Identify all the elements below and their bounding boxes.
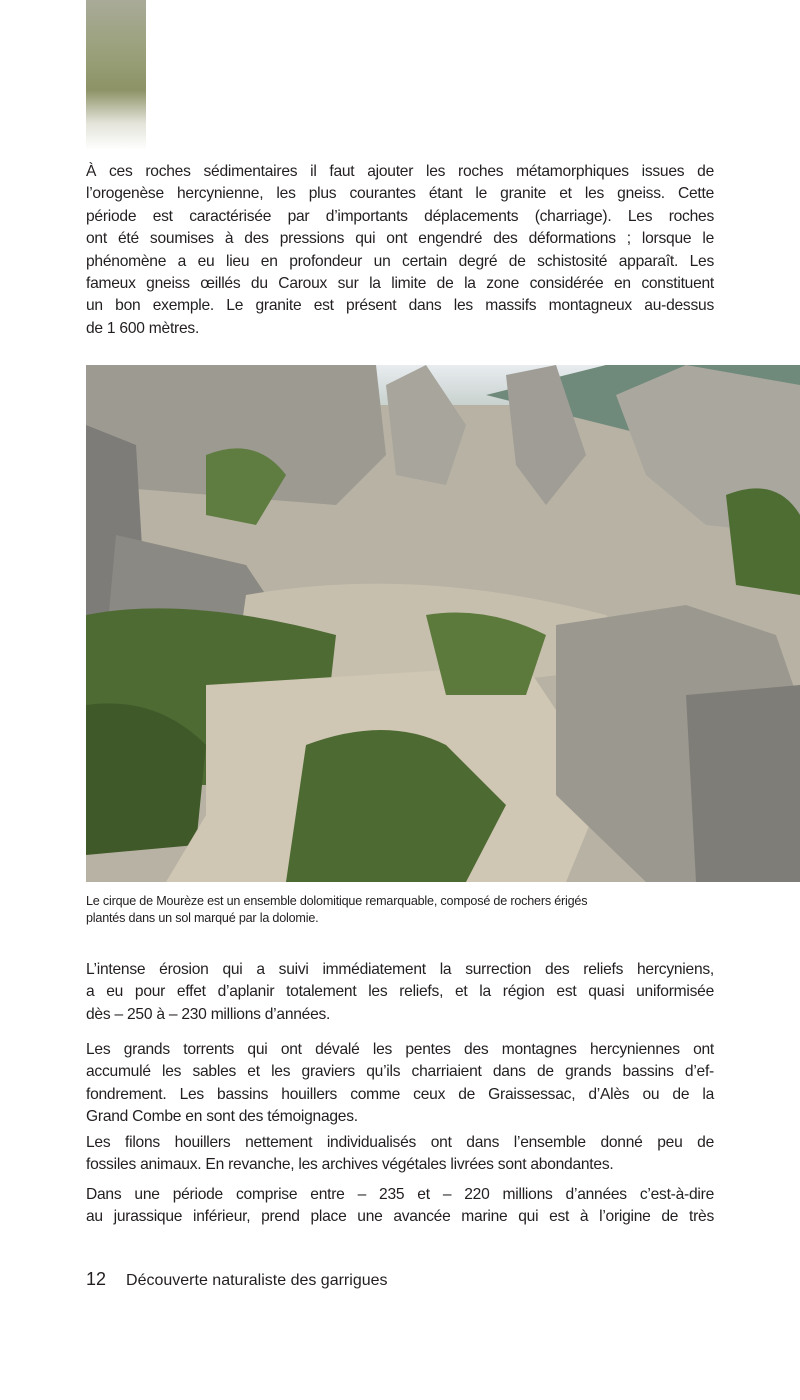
text-line: fameux gneiss œillés du Caroux sur la limite de la zone considérée en constituent [86,274,714,292]
text-line: accumulé les sables et les graviers qu’ils charriaient dans de grands bassins d’ef- [86,1063,714,1081]
text-line: Les grands torrents qui ont dévalé les pentes des montagnes hercyniennes ont [86,1041,714,1058]
paragraph-marine-advance [86,1184,714,1229]
text-line: À ces roches sédimentaires il faut ajouter les roches métamorphiques issues de [86,163,714,180]
page-number: 12 [86,1269,107,1289]
caption-line: Le cirque de Mourèze est un ensemble dolomitique remarquable, composé de rochers érigés [86,894,588,908]
text-line: ont été soumises à des pressions qui ont engendré des déformations ; lorsque le [86,230,714,248]
top-photo-strip [86,0,146,150]
text-line: Dans une période comprise entre – 235 et – 220 millions d’années c’est-à-dire [86,1186,714,1203]
text-line: fondrement. Les bassins houillers comme ceux de Graissessac, d’Alès ou de la [86,1085,714,1103]
book-title: Découverte naturaliste des garrigues [126,1272,388,1289]
text-line: a eu pour effet d’aplanir totalement les reliefs, et la région est quasi uniformisée [86,983,714,1001]
text-line: au jurassique inférieur, prend place une avancée marine qui est à l’origine de très [86,1208,714,1226]
photo-caption [86,893,714,927]
text-line: un bon exemple. Le granite est présent dans les massifs montagneux au-dessus [86,297,714,315]
page-footer [86,1268,388,1292]
text-line: dès – 250 à – 230 millions d’années. [86,1005,331,1023]
paragraph-metamorphic-rocks [86,161,714,340]
caption-line: plantés dans un sol marqué par la dolomie. [86,911,319,925]
paragraph-erosion [86,959,714,1026]
paragraph-torrents [86,1039,714,1129]
text-line: L’intense érosion qui a suivi immédiatement la surrection des reliefs hercyniens, [86,961,714,978]
paragraph-coal-veins [86,1132,714,1177]
text-line: de 1 600 mètres. [86,319,200,337]
text-line: fossiles animaux. En revanche, les archives végétales livrées sont abondantes. [86,1156,614,1174]
text-line: l’orogenèse hercynienne, les plus courantes étant le granite et les gneiss. Cette [86,185,714,203]
text-line: Les filons houillers nettement individualisés ont dans l’ensemble donné peu de [86,1134,714,1151]
text-line: période est caractérisée par d’importants déplacements (charriage). Les roches [86,207,714,225]
photo-cirque-de-moureze [86,365,800,882]
text-line: Grand Combe en sont des témoignages. [86,1108,358,1126]
text-line: phénomène a eu lieu en profondeur un certain degré de schistosité apparaît. Les [86,252,714,270]
